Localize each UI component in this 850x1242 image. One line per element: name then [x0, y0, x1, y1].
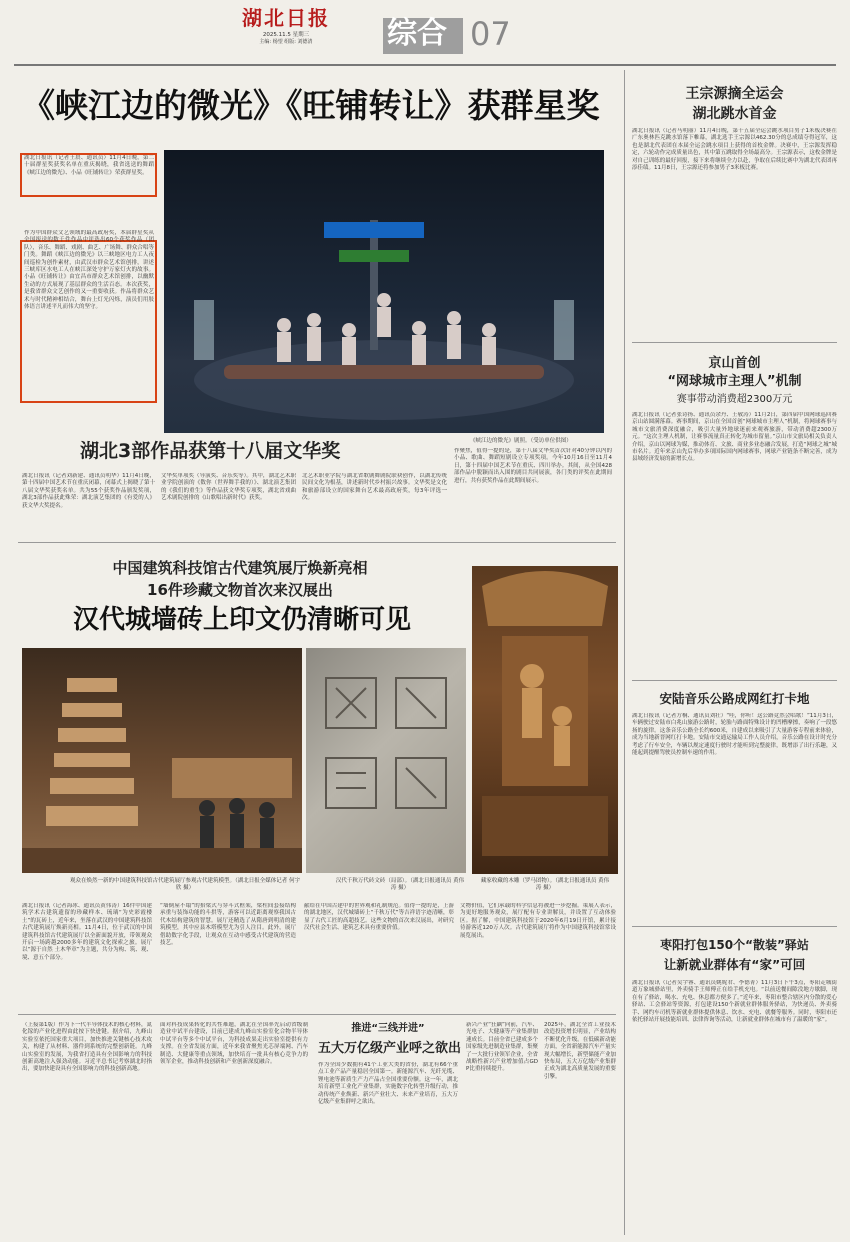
art4-body: 湖北日报讯（记者吴宇睿、通讯员姚妮君、李德菁）11月3日下午3点，枣阳走城街道万象城驿站里，外卖骑手王师傅正在给手机充电。“以前送餐间隙没地方歇脚，现在有了驿站，喝水、充电、休息都方便多了。”近年来，枣阳市整合辖区内分散的爱心驿站、工会驿站等资源，打包建设150个新就业群体服务驿站，为快递员、外卖骑手、网约车司机等新就业群体提供休息、饮水、充电、就餐等服务。同时，枣阳市还依托驿站开展技能培训、法律咨询等活动，让新就业群体在城市有了温暖的“家”。 — [632, 980, 837, 1024]
brick-photo — [306, 648, 466, 873]
bottom-left-col1: （上接第1版）作为下一代半导体技术的核心材料，氮化镓的产业化进程由此按下快进键。据介绍，九峰山实验室依托国家重大项目，加快推进关键核心技术攻关，构建了从材料、器件到系统的完整创新链。九峰山实验室的发展，为我省打造具有全国影响力的科技创新高地注入强劲动能。习近平总书记考察湖北时指出，要加快建设具有全国影响力的科技创新高地。 — [22, 1022, 152, 1073]
divider-bottom — [18, 1014, 616, 1015]
right-column-divider — [624, 70, 625, 1235]
page-number: 07 — [470, 15, 511, 53]
main-body: 作为中国群众文艺领域的最高政府奖，本届群星奖从全国报送的数千件作品中评选出60个获奖作品（团队），音乐、舞蹈、戏剧、曲艺、广场舞、群众合唱等门类。舞蹈《峡江边的微光》以三峡地区电力工人夜间巡检为创作素材，由武汉市群众艺术馆创排，讲述三峡库区水电工人在峡江深处守护万家灯火的故事。小品《旺铺转让》由宜昌市群众艺术馆创排，以幽默生动的方式展现了基层群众的生活百态。本次获奖，是我省群众文艺创作的又一重要收获。作品将群众艺术与时代精神相结合，舞台上灯光闪烁，演员们用肢体语言讲述平凡而伟大的坚守。 — [24, 230, 154, 311]
section-label: 综合 — [387, 16, 447, 51]
art2-title2: “网球城市主理人”机制 — [667, 374, 802, 389]
han-kicker: 中国建筑科技馆古代建筑展厅焕新亮相 — [112, 559, 368, 577]
art2-body: 湖北日报讯（记者张诗扬、通讯员余丹、王敬涛）11月2日，第四届中国网球巡回赛京山站圆满落幕。赛事期间，京山在全国首创“网球城市主理人”机制，将网球赛事与城市文旅消费深度融合，吸引大量外地球迷前来观赛旅游，带动消费超2300万元。“这次主理人机制，让赛事流量真正转化为城市留量。”京山市文旅局相关负责人介绍，京山以网球为媒，推动体育、文旅、商业多业态融合发展，打造“网球之城”城市名片。近年来京山先后举办多项国际国内网球赛事，网球产业链条不断完善，成为县域经济发展的新增长点。 — [632, 412, 837, 463]
bottom-left-col2: 面对科技成果转化的共性难题，湖北在全国率先启动省级制造业中试平台建设，目前已建成九峰山实验室化合物半导体中试平台等多个中试平台，为科技成果走出实验室提供有力支撑。在全省发展方面，近年来我省聚焦光芯屏端网、汽车制造、大健康等重点领域，加快培育一批具有核心竞争力的领军企业，推动科技创新和产业创新深度融合。 — [160, 1022, 308, 1066]
art2-title1: 京山首创 — [708, 356, 761, 371]
carving-photo — [472, 566, 618, 874]
masthead — [236, 6, 336, 45]
brick-photo-illustration — [306, 648, 466, 873]
art1-title2: 湖北跳水首金 — [692, 106, 777, 122]
han-kicker2: 16件珍藏文物首次来汉展出 — [147, 581, 333, 599]
aerospace-col2: 新兴产业“狂飙”向前，汽车、光电子、大健康等产业集群加速成长。目前全省已建成多个国家级先进制造业集群，集聚了一大批行业领军企业，全省战略性新兴产业增加值占GDP比重持续提升。 — [466, 1022, 538, 1073]
art4-title1: 枣阳打包150个“散装”驿站 — [660, 938, 809, 952]
right-divider-2 — [632, 680, 837, 681]
museum-photo — [22, 648, 302, 873]
art1-title1: 王宗源摘全运会 — [685, 86, 784, 102]
main-lead: 湖北日报讯（记者王晨、通讯员）11月4日晚，第二十届群星奖获奖名单在重庆揭晓，我省选送的舞蹈《峡江边的微光》、小品《旺铺转让》荣获群星奖。 — [24, 155, 154, 176]
art2-subtitle: 赛事带动消费超2300万元 — [676, 394, 793, 405]
main-article-title: 《峡江边的微光》《旺铺转让》获群星奖 — [22, 86, 600, 125]
stage-photo-caption: 《峡江边的微光》剧照。（受访单位供图） — [470, 438, 572, 444]
carving-photo-illustration — [472, 566, 618, 874]
aerospace-kicker: 推进“三线并进” — [351, 1023, 425, 1034]
wenhua-article-title: 湖北3部作品获第十八届文华奖 — [80, 440, 341, 462]
art3-title: 安陆音乐公路成网红打卡地 — [659, 691, 810, 706]
masthead-logo: 湖北日报 — [242, 6, 330, 30]
brick-photo-caption: 汉代千秋万代砖文砖（局部）。（湖北日报通讯员 黄伟涛 摄） — [335, 878, 465, 891]
aerospace-col3: 2025年，湖北全省工业技术改造投资增长明显，产业结构不断优化升级。在低碳新动能方面，全省新能源汽车产量实现大幅增长，新型储能产业加快布局，五大万亿级产业集群正成为湖北高质量发展的重要引擎。 — [544, 1022, 616, 1080]
right-divider-1 — [632, 342, 837, 343]
main-article-col3: 作聚焦，值得一提的是，第十八届文华奖首次针对40分钟以内的小品、歌曲、舞蹈短剧设立专项奖项。今年10月16日至11月4日，第十四届中国艺术节在重庆、四川举办。其间，从全国428部作品中脱颖而出入围的剧目共同展演，各门类的评奖在此期间进行，共有获奖作品在此期间展示。 — [454, 448, 612, 484]
wenhua-lead: 湖北日报讯（记者刘新建、通讯员明华）11月4日晚，第十四届中国艺术节在重庆闭幕，闭幕式上揭晓了第十八届文华奖获奖名单。共为55个获奖作品颁发奖项，湖北3部作品获此殊荣：湖北演艺集团的《有爱的人》获文华大奖提名。 — [22, 473, 155, 509]
stage-photo-illustration — [164, 150, 604, 433]
art4-title2: 让新就业群体有“家”可回 — [663, 957, 806, 972]
art1-body: 湖北日报讯（记者马明丽）11月4日晚，第十五届全运会跳水项目男子1米板决赛在广东奥林匹克跳水馆落下帷幕，湖北选手王宗源以462.30分的总成绩夺得冠军，这也是湖北代表团在本届全运会跳水项目上获得的首枚金牌。决赛中，王宗源发挥稳定，六轮动作完成质量出色，其中第五跳取得全场最高分。王宗源表示，这枚金牌是对自己训练的最好回报，接下来将继续全力以赴，争取在后续比赛中为湖北代表团再添佳绩。11月8日，王宗源还将参加男子3米板比赛。 — [632, 128, 837, 172]
han-col2: “墙倒屋不塌”的抬梁式与穿斗式框架，梁柱间套接结构承重与装饰功能的斗拱等，游客可以近距离观察我国古代木结构建筑的智慧。展厅还精选了从隋唐到明清的建筑模型，其中应县木塔模型尤为引人注目。此外，展厅借助数字化手段，让观众在互动中感受古代建筑的营造技艺。 — [160, 903, 296, 947]
carving-photo-caption: 藏家收藏的木雕（罗马团物）。（湖北日报通讯员 黄伟涛 摄） — [480, 878, 610, 891]
han-col4: 文物价值，它们承载的科学信息将被进一步挖掘。策展人表示，为更好地服务观众，展厅配有专业讲解员，并设置了互动体验区。据了解，中国建筑科技馆于2020年6月19日开馆，累计接待游客近120万人次。古代建筑展厅将作为中国建筑科技馆常设展览展出。 — [460, 903, 616, 939]
wenhua-col2: 文华奖单项奖（导演奖、音乐奖等）。其中，湖北艺术职业学院创演的《数你（世界舞手我的）》、湖北演艺集团的《我们的重生》等作品获文华奖专项奖，湖北省戏曲艺术剧院创排的《山歌唱出新时代》获奖。 — [161, 473, 296, 502]
masthead-editors: 主编: 杨望 组版: 刘德清 — [259, 39, 313, 45]
right-divider-3 — [632, 926, 837, 927]
masthead-date: 2025.11.5 星期三 — [262, 32, 310, 38]
aerospace-col1: 作为全国少数拥有41个工业大类的省份，湖北有66个重点工业产品产量稳居全国第一。新能源汽车、光纤光缆、锂电池等新质生产力产品占全国重要份额。这一年，湖北培育新型工业化产业集群，实施数字化转型升级行动，推动传统产业焕新、新兴产业壮大、未来产业培育，五大万亿级产业集群呼之欲出。 — [318, 1062, 458, 1106]
museum-photo-illustration — [22, 648, 302, 873]
museum-photo-caption: 观众在焕然一新的中国建筑科技馆古代建筑展厅参观古代建筑模型。（湖北日报全媒体记者 何宇欣 摄） — [70, 878, 301, 891]
stage-photo — [164, 150, 604, 433]
aerospace-title: 五大万亿级产业呼之欲出 — [318, 1041, 462, 1056]
divider-middle — [18, 542, 616, 543]
wenhua-col3: 北艺术职业学院与湖北省歌剧舞剧院联袂创作，以湖北传统民间文化为根基，讲述新时代乡村振兴故事。文华奖是文化和旅游部设立的国家舞台艺术最高政府奖，每3年评选一次。 — [302, 473, 447, 502]
han-col1: 湖北日报讯（记者海冰、通讯员黄伟涛）16件中国建筑学术古建筑遗留的珍藏样本、琉璃“为史彩霞楼土”的瓦砖上，近年来，坐落在武汉的中国建筑科技馆古代建筑展厅焕新亮相。11月4日，位于武汉的中国建筑科技馆古代建筑展厅以全新面貌开放，带领观众开启一场跨越2000多年的建筑文化探索之旅。展厅以“源于自然 土木华章”为主题，共分为构、筑、观、境、意五个部分。 — [22, 903, 152, 961]
art3-body: 湖北日报讯（记者方桐、通讯员刘壮）“哇，你听！这公路竟然会唱歌！”11月3日，车辆驶过安陆市白兆山旅游公路时，轮胎与路面特殊设计的凹槽摩擦，奏响了一段悠扬的旋律。这条音乐公路全长约600米，自建成以来吸引了大量游客专程前来体验，成为当地新晋网红打卡地。安陆市交通运输局工作人员介绍，音乐公路在设计时充分考虑了行车安全，车辆以规定速度行驶时才能听到完整旋律，既增添了出行乐趣，又能起到提醒驾驶员控制车速的作用。 — [632, 713, 837, 757]
han-col3: 献给在中国古建中的世界观和礼制规范。值得一提的是，上游的湖北地区，汉代城墙砖上“千秋万代”等吉祥语字迹清晰，彰显了古代工匠的高超技艺。这些文物的首次来汉展出，对研究汉代社会生活、建筑艺术具有重要价值。 — [304, 903, 454, 932]
han-article-title: 汉代城墙砖上印文仍清晰可见 — [72, 605, 411, 635]
header-rule — [14, 64, 836, 66]
